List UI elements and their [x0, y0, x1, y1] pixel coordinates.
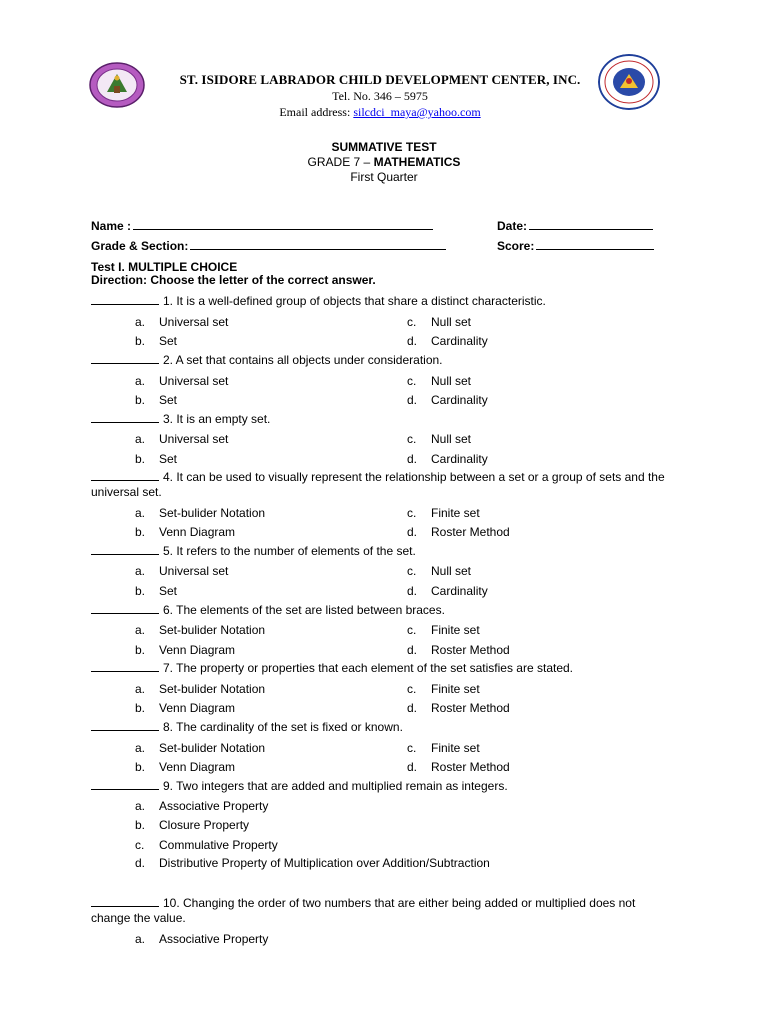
option-text: Set [159, 334, 178, 348]
grade-section-line[interactable] [190, 239, 446, 250]
option-b [135, 760, 235, 774]
option-letter: b. [135, 452, 146, 466]
option-text: Null set [431, 432, 472, 446]
option-letter: c. [407, 315, 417, 329]
option-b [135, 452, 177, 466]
option-text: Universal set [159, 564, 229, 578]
answer-blank[interactable] [91, 470, 159, 481]
subject-label: MATHEMATICS [373, 155, 461, 169]
question-text: 4. It can be used to visually represent the relationship between a set or a group of sets and the universal set. [91, 470, 665, 499]
option-letter: a. [135, 315, 146, 329]
question-text: 8. The cardinality of the set is fixed or known. [163, 720, 403, 734]
option-a [135, 506, 265, 520]
option-text: Set-bulider Notation [159, 682, 266, 696]
option-text: Finite set [431, 741, 480, 755]
option-c [135, 838, 278, 852]
option-text: Finite set [431, 623, 480, 637]
question-text: 6. The elements of the set are listed between braces. [163, 603, 445, 617]
question-3 [91, 412, 671, 427]
question-8 [91, 720, 671, 735]
option-d [407, 643, 510, 657]
option-text: Null set [431, 315, 472, 329]
option-letter: d. [407, 334, 418, 348]
option-a [135, 432, 228, 446]
school-telephone: Tel. No. 346 – 5975 [332, 89, 428, 103]
option-b [135, 334, 177, 348]
option-text: Venn Diagram [159, 701, 236, 715]
email-link[interactable]: silcdci_maya@yahoo.com [353, 105, 481, 119]
grade-section-field[interactable] [91, 239, 446, 253]
option-a [135, 623, 265, 637]
option-letter: a. [135, 564, 146, 578]
option-letter: c. [407, 623, 417, 637]
option-text: Set-bulider Notation [159, 741, 266, 755]
option-a [135, 682, 265, 696]
option-text: Venn Diagram [159, 643, 236, 657]
answer-blank[interactable] [91, 412, 159, 423]
option-letter: b. [135, 525, 146, 539]
school-name: ST. ISIDORE LABRADOR CHILD DEVELOPMENT CENTER, INC. [179, 72, 581, 87]
option-text: Finite set [431, 506, 480, 520]
option-letter: d. [135, 856, 146, 870]
option-c [407, 506, 480, 520]
option-b [135, 701, 235, 715]
option-letter: b. [135, 584, 146, 598]
option-letter: a. [135, 932, 146, 946]
option-text: Roster Method [431, 701, 510, 715]
option-b [135, 525, 235, 539]
option-text: Roster Method [431, 760, 510, 774]
grade-label: GRADE 7 – [307, 155, 374, 169]
option-letter: d. [407, 525, 418, 539]
answer-blank[interactable] [91, 661, 159, 672]
question-text: 3. It is an empty set. [163, 412, 271, 426]
question-text: 1. It is a well-defined group of objects that share a distinct characteristic. [163, 294, 546, 308]
option-letter: c. [407, 564, 417, 578]
date-field[interactable] [497, 219, 653, 233]
option-a [135, 564, 228, 578]
option-d [407, 584, 488, 598]
option-text: Cardinality [431, 584, 488, 598]
email-label: Email address: [279, 105, 354, 119]
option-letter: a. [135, 374, 146, 388]
option-letter: a. [135, 432, 146, 446]
option-d [407, 393, 488, 407]
question-9 [91, 779, 671, 794]
question-text: 7. The property or properties that each element of the set satisfies are stated. [163, 661, 574, 675]
option-text: Roster Method [431, 643, 510, 657]
option-a [135, 315, 228, 329]
question-5 [91, 544, 671, 559]
question-6 [91, 603, 671, 618]
option-text: Set-bulider Notation [159, 506, 266, 520]
answer-blank[interactable] [91, 896, 159, 907]
option-letter: a. [135, 799, 146, 813]
option-text: Cardinality [431, 452, 488, 466]
option-letter: a. [135, 741, 146, 755]
question-10 [91, 896, 671, 926]
option-letter: d. [407, 393, 418, 407]
option-letter: c. [135, 838, 145, 852]
answer-blank[interactable] [91, 544, 159, 555]
answer-blank[interactable] [91, 779, 159, 790]
option-letter: d. [407, 760, 418, 774]
score-line[interactable] [536, 239, 654, 250]
option-text: Null set [431, 374, 472, 388]
answer-blank[interactable] [91, 353, 159, 364]
option-letter: c. [407, 432, 417, 446]
date-line[interactable] [529, 219, 653, 230]
option-text: Universal set [159, 432, 229, 446]
test-direction: Direction: Choose the letter of the correct answer. [91, 273, 376, 287]
option-letter: b. [135, 760, 146, 774]
option-c [407, 315, 471, 329]
answer-blank[interactable] [91, 603, 159, 614]
name-line[interactable] [133, 219, 433, 230]
option-text: Cardinality [431, 393, 488, 407]
quarter-label: First Quarter [350, 170, 418, 184]
test-section-title: Test I. MULTIPLE CHOICE [91, 260, 238, 274]
option-d [135, 856, 490, 870]
option-text: Set [159, 452, 178, 466]
option-a [135, 932, 268, 946]
option-d [407, 334, 488, 348]
option-letter: a. [135, 506, 146, 520]
grade-section-label: Grade & Section: [91, 239, 189, 253]
option-text: Commulative Property [159, 838, 278, 852]
option-d [407, 525, 510, 539]
option-b [135, 393, 177, 407]
option-a [135, 799, 268, 813]
option-a [135, 374, 228, 388]
option-letter: c. [407, 374, 417, 388]
school-email-line [160, 105, 600, 120]
question-text: 10. Changing the order of two numbers that are either being added or multiplied does not change the value. [91, 896, 636, 925]
option-letter: b. [135, 818, 146, 832]
option-c [407, 564, 471, 578]
option-text: Venn Diagram [159, 760, 236, 774]
option-c [407, 374, 471, 388]
school-logo-icon [89, 62, 145, 108]
option-c [407, 432, 471, 446]
option-text: Roster Method [431, 525, 510, 539]
option-letter: b. [135, 334, 146, 348]
question-text: 2. A set that contains all objects under consideration. [163, 353, 443, 367]
option-text: Finite set [431, 682, 480, 696]
option-a [135, 741, 265, 755]
name-field[interactable] [91, 219, 433, 233]
option-text: Associative Property [159, 799, 269, 813]
option-text: Set-bulider Notation [159, 623, 266, 637]
option-letter: c. [407, 506, 417, 520]
question-1 [91, 294, 671, 309]
option-text: Closure Property [159, 818, 250, 832]
answer-blank[interactable] [91, 720, 159, 731]
option-text: Venn Diagram [159, 525, 236, 539]
option-letter: a. [135, 682, 146, 696]
option-letter: a. [135, 623, 146, 637]
score-field[interactable] [497, 239, 654, 253]
option-text: Null set [431, 564, 472, 578]
option-letter: b. [135, 393, 146, 407]
option-d [407, 452, 488, 466]
test-title: SUMMATIVE TEST [331, 140, 437, 154]
school-header [160, 72, 600, 120]
option-c [407, 682, 480, 696]
option-text: Cardinality [431, 334, 488, 348]
option-letter: b. [135, 643, 146, 657]
option-text: Set [159, 584, 178, 598]
deped-seal-icon [598, 54, 660, 110]
option-d [407, 701, 510, 715]
option-b [135, 818, 249, 832]
date-label: Date: [497, 219, 528, 233]
option-letter: d. [407, 643, 418, 657]
grade-subject [0, 155, 768, 169]
option-letter: c. [407, 741, 417, 755]
option-text: Set [159, 393, 178, 407]
question-2 [91, 353, 671, 368]
option-text: Distributive Property of Multiplication over Addition/Subtraction [159, 856, 490, 870]
score-label: Score: [497, 239, 535, 253]
option-letter: d. [407, 584, 418, 598]
question-text: 9. Two integers that are added and multiplied remain as integers. [163, 779, 508, 793]
option-text: Universal set [159, 315, 229, 329]
option-letter: c. [407, 682, 417, 696]
answer-blank[interactable] [91, 294, 159, 305]
question-7 [91, 661, 671, 676]
option-text: Universal set [159, 374, 229, 388]
option-c [407, 623, 480, 637]
option-letter: d. [407, 701, 418, 715]
option-letter: d. [407, 452, 418, 466]
option-b [135, 643, 235, 657]
option-d [407, 760, 510, 774]
option-text: Associative Property [159, 932, 269, 946]
option-c [407, 741, 480, 755]
question-4 [91, 470, 671, 500]
name-label: Name : [91, 219, 132, 233]
option-letter: b. [135, 701, 146, 715]
question-text: 5. It refers to the number of elements of the set. [163, 544, 416, 558]
option-b [135, 584, 177, 598]
